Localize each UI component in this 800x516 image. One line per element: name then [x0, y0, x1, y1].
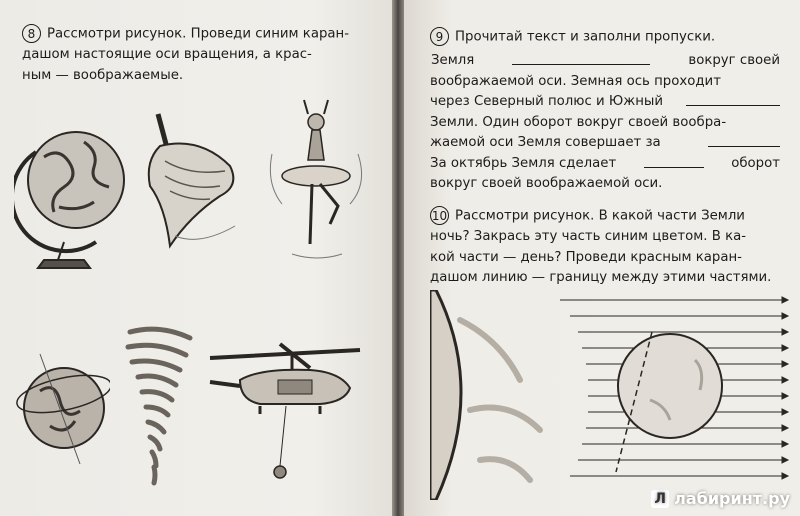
- blank-2[interactable]: [686, 92, 780, 106]
- task-number-9: 9: [430, 27, 449, 46]
- task-8-line-2: дашом настоящие оси вращения, а крас-: [22, 47, 312, 62]
- blank-1[interactable]: [512, 51, 650, 65]
- task-9-title: Прочитай текст и заполни пропуски.: [455, 29, 716, 45]
- globe-icon: [14, 112, 132, 272]
- task-9-line-7: вокруг своей воображаемой оси.: [430, 176, 663, 191]
- earth-orbit-icon: [10, 336, 110, 466]
- task-10: [430, 206, 780, 289]
- task-9: [430, 27, 780, 195]
- blank-3[interactable]: [708, 133, 780, 147]
- task-8: [22, 24, 368, 86]
- task-8-line-3: ным — воображаемые.: [22, 67, 184, 83]
- task-10-line-1: Рассмотри рисунок. В какой части Земли: [455, 208, 745, 224]
- ballerina-icon: [262, 94, 372, 274]
- task-10-line-3: кой части — день? Проведи красным каран-: [430, 249, 742, 265]
- sun-earth-diagram: [430, 290, 800, 500]
- task-10-line-2: ночь? Закрась эту часть синим цветом. В ка-: [430, 229, 747, 244]
- task-8-line-1: Рассмотри рисунок. Проведи синим каран-: [47, 26, 350, 42]
- task-number-8: 8: [22, 24, 41, 43]
- labirint-logo-icon: Л: [651, 490, 669, 508]
- watermark-logo: [651, 489, 790, 508]
- task-9-line-3: через Северный полюс и Южный: [430, 94, 664, 109]
- task-number-10: 10: [430, 206, 449, 225]
- task-9-line-1-end: вокруг своей: [688, 53, 780, 68]
- earth-circle: [618, 334, 722, 438]
- watermark-text: лабиринт.ру: [674, 489, 790, 508]
- sun-edge: [430, 290, 461, 500]
- task-9-line-1-start: Земля: [431, 53, 475, 68]
- tornado-icon: [120, 322, 200, 492]
- helicopter-icon: [200, 340, 370, 490]
- task-9-line-5: жаемой оси Земля совершает за: [430, 135, 661, 150]
- task-10-line-4: дашом линию — границу между этими частями.: [430, 270, 772, 285]
- spinning-top-icon: [130, 106, 250, 266]
- task-9-line-6-end: оборот: [731, 155, 780, 171]
- task-9-line-6-start: За октябрь Земля сделает: [430, 155, 617, 171]
- task-9-line-2: воображаемой оси. Земная ось проходит: [430, 73, 721, 89]
- blank-4[interactable]: [644, 154, 704, 168]
- book-gutter: [392, 0, 404, 516]
- task-9-line-4: Земли. Один оборот вокруг своей вообра-: [430, 114, 727, 130]
